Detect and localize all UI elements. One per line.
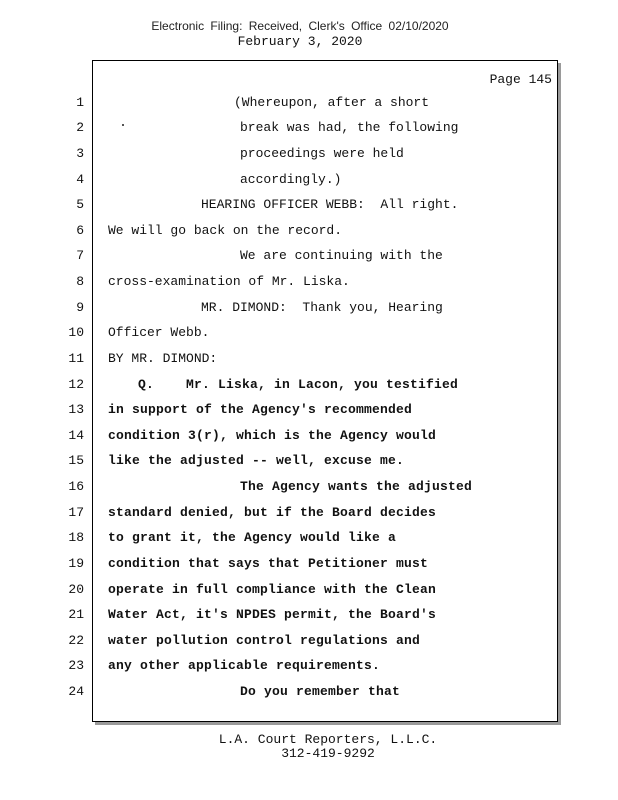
transcript-line: We are continuing with the xyxy=(240,248,443,263)
stray-mark xyxy=(122,124,124,126)
line-number: 10 xyxy=(68,325,84,340)
line-number: 8 xyxy=(76,274,84,289)
transcript-line: condition 3(r), which is the Agency would xyxy=(108,428,437,443)
line-number: 20 xyxy=(68,582,84,597)
line-number: 12 xyxy=(68,377,84,392)
transcript-line: any other applicable requirements. xyxy=(108,658,381,673)
transcript-line: standard denied, but if the Board decides xyxy=(108,505,437,520)
transcript-line: MR. DIMOND: Thank you, Hearing xyxy=(201,300,443,315)
transcript-line: The Agency wants the adjusted xyxy=(240,479,473,494)
reporter-company: L.A. Court Reporters, L.L.C. xyxy=(218,732,438,747)
line-number: 2 xyxy=(76,120,84,135)
line-number: 6 xyxy=(76,223,84,238)
line-number: 19 xyxy=(68,556,84,571)
line-number: 5 xyxy=(76,197,84,212)
line-number: 7 xyxy=(76,248,84,263)
line-number: 9 xyxy=(76,300,84,315)
page-number: Page 145 xyxy=(489,72,552,87)
filing-stamp: Electronic Filing: Received, Clerk's Office 02/10/2020 xyxy=(151,19,449,33)
transcript-line: BY MR. DIMOND: xyxy=(108,351,218,366)
transcript-line: to grant it, the Agency would like a xyxy=(108,530,397,545)
line-number: 1 xyxy=(76,95,84,110)
line-number: 13 xyxy=(68,402,84,417)
transcript-line: Q. Mr. Liska, in Lacon, you testified xyxy=(138,377,459,392)
line-number: 4 xyxy=(76,172,84,187)
transcript-date: February 3, 2020 xyxy=(237,34,363,49)
line-number: 22 xyxy=(68,633,84,648)
transcript-line: water pollution control regulations and xyxy=(108,633,421,648)
transcript-line: Do you remember that xyxy=(240,684,401,699)
line-number: 15 xyxy=(68,453,84,468)
reporter-phone: 312-419-9292 xyxy=(281,746,375,761)
transcript-line: operate in full compliance with the Clean xyxy=(108,582,437,597)
transcript-line: proceedings were held xyxy=(240,146,404,161)
line-number: 16 xyxy=(68,479,84,494)
transcript-line: like the adjusted -- well, excuse me. xyxy=(108,453,405,468)
transcript-line: condition that says that Petitioner must xyxy=(108,556,429,571)
transcript-line: We will go back on the record. xyxy=(108,223,343,238)
transcript-line: HEARING OFFICER WEBB: All right. xyxy=(201,197,459,212)
transcript-line: in support of the Agency's recommended xyxy=(108,402,413,417)
line-number: 14 xyxy=(68,428,84,443)
transcript-line: cross-examination of Mr. Liska. xyxy=(108,274,350,289)
line-number: 21 xyxy=(68,607,84,622)
transcript-line: accordingly.) xyxy=(240,172,342,187)
line-number: 23 xyxy=(68,658,84,673)
transcript-line: Officer Webb. xyxy=(108,325,210,340)
transcript-line: Water Act, it's NPDES permit, the Board's xyxy=(108,607,437,622)
line-number: 11 xyxy=(68,351,84,366)
line-number: 24 xyxy=(68,684,84,699)
line-number: 17 xyxy=(68,505,84,520)
transcript-line: (Whereupon, after a short xyxy=(234,95,430,110)
line-number: 18 xyxy=(68,530,84,545)
line-number: 3 xyxy=(76,146,84,161)
transcript-line: break was had, the following xyxy=(240,120,459,135)
